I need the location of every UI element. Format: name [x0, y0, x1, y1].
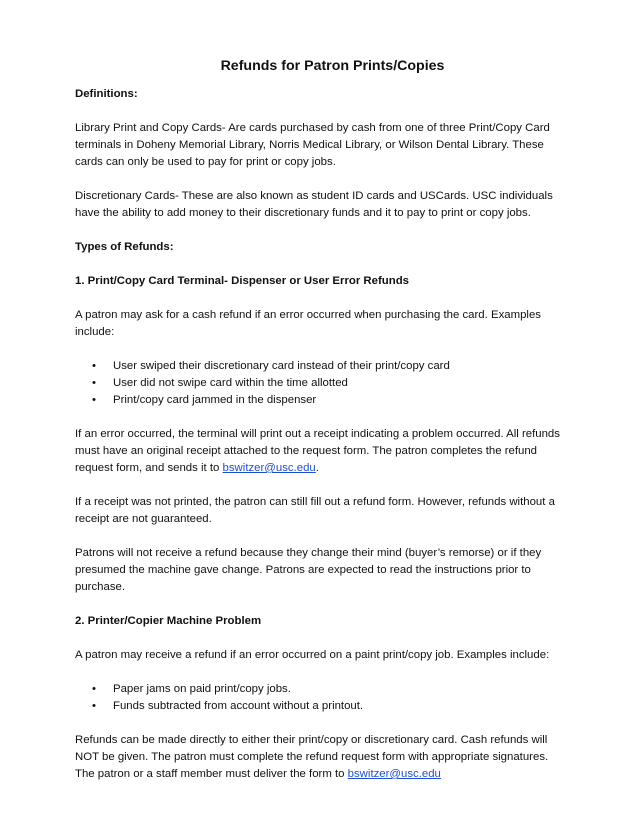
section2-intro: A patron may receive a refund if an error occurred on a paint print/copy job. Examples include: [75, 649, 550, 661]
list-item [75, 392, 568, 409]
discretionary-cards-definition: Discretionary Cards- These are also known as student ID cards and USCards. USC individuals have the ability to add money to their discretionary funds and it to pay to print or copy jobs. [75, 190, 553, 219]
list-item-text: Print/copy card jammed in the dispenser [113, 394, 317, 406]
list-item [75, 358, 568, 375]
receipt-text: If an error occurred, the terminal will print out a receipt indicating a problem occurred. All refunds must have an original receipt attached to the request form. The patron completes the refund request form, and sends it to [75, 428, 560, 474]
email-link[interactable]: bswitzer@usc.edu [347, 768, 441, 780]
bullet-icon: • [92, 683, 96, 695]
bullet-icon: • [92, 394, 96, 406]
list-item [75, 698, 568, 715]
list-item-text: Funds subtracted from account without a printout. [113, 700, 364, 712]
no-refund-paragraph: Patrons will not receive a refund because they change their mind (buyer’s remorse) or if they presumed the machine gave change. Patrons are expected to read the instructions prior to purchase. [75, 547, 542, 593]
final-text: Refunds can be made directly to either their print/copy or discretionary card. Cash refunds will NOT be given. The patron must complete the refund request form with appropriate signatures. The patron or a staff member must deliver the form to [75, 734, 549, 780]
no-receipt-paragraph: If a receipt was not printed, the patron can still fill out a refund form. However, refunds without a receipt are not guaranteed. [75, 496, 555, 525]
bullet-icon: • [92, 377, 96, 389]
bullet-icon: • [92, 700, 96, 712]
types-heading: Types of Refunds: [75, 241, 174, 253]
section1-intro: A patron may ask for a cash refund if an error occurred when purchasing the card. Examples include: [75, 309, 541, 338]
list-item-text: User did not swipe card within the time allotted [113, 377, 348, 389]
library-cards-definition: Library Print and Copy Cards- Are cards purchased by cash from one of three Print/Copy Card terminals in Doheny Memorial Library, Norris Medical Library, or Wilson Dental Library. These cards can only be used to pay for print or copy jobs. [75, 122, 550, 168]
list-item-text: User swiped their discretionary card instead of their print/copy card [113, 360, 450, 372]
section2-bullet-list [75, 681, 568, 715]
list-item-text: Paper jams on paid print/copy jobs. [113, 683, 291, 695]
list-item [75, 375, 568, 392]
list-item [75, 681, 568, 698]
section1-bullet-list [75, 358, 568, 409]
section1-heading: 1. Print/Copy Card Terminal- Dispenser or User Error Refunds [75, 275, 409, 287]
final-paragraph [75, 732, 568, 783]
bullet-icon: • [92, 360, 96, 372]
receipt-end: . [315, 462, 319, 474]
email-link[interactable]: bswitzer@usc.edu [222, 462, 316, 474]
page-title: Refunds for Patron Prints/Copies [220, 58, 445, 74]
definitions-heading: Definitions: [75, 88, 138, 100]
receipt-paragraph [75, 426, 568, 477]
section2-heading: 2. Printer/Copier Machine Problem [75, 615, 262, 627]
